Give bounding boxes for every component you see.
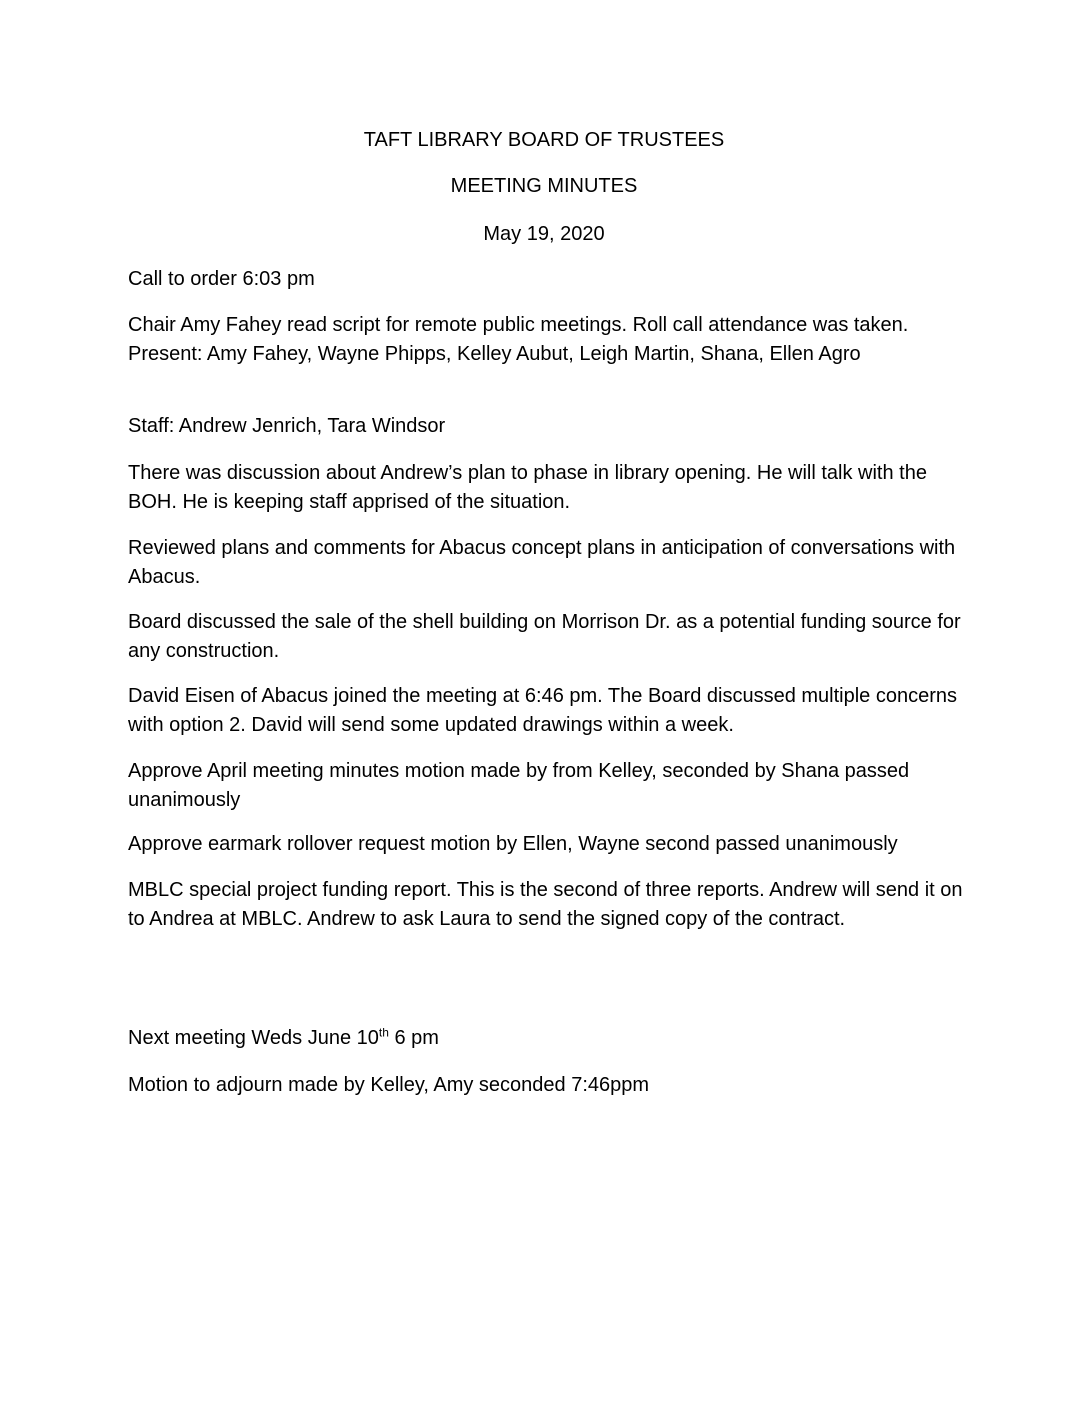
next-meeting-paragraph (128, 1024, 963, 1053)
call-to-order-paragraph: Call to order 6:03 pm (128, 268, 315, 290)
next-meeting-text: Next meeting Weds June 10 (128, 1027, 379, 1049)
shell-building-paragraph: Board discussed the sale of the shell building on Morrison Dr. as a potential funding source for any construction. (128, 611, 961, 662)
next-meeting-time: 6 pm (388, 1027, 439, 1049)
document-title: TAFT LIBRARY BOARD OF TRUSTEES (363, 129, 725, 151)
roll-call-paragraph: Chair Amy Fahey read script for remote public meetings. Roll call attendance was taken. Present: Amy Fahey, Wayne Phipps, Kelley Aubut, Leigh Martin, Shana, Ellen Agro (128, 314, 909, 365)
staff-paragraph: Staff: Andrew Jenrich, Tara Windsor (128, 415, 446, 437)
meeting-date: May 19, 2020 (483, 223, 605, 245)
document-subtitle: MEETING MINUTES (450, 175, 638, 197)
adjourn-paragraph: Motion to adjourn made by Kelley, Amy seconded 7:46ppm (128, 1074, 650, 1096)
april-minutes-paragraph: Approve April meeting minutes motion made by from Kelley, seconded by Shana passed unanimously (128, 760, 910, 811)
earmark-paragraph: Approve earmark rollover request motion by Ellen, Wayne second passed unanimously (128, 833, 898, 855)
david-eisen-paragraph: David Eisen of Abacus joined the meeting at 6:46 pm. The Board discussed multiple concerns with option 2. David will send some updated drawings within a week. (128, 685, 957, 736)
next-meeting-ordinal: th (378, 1025, 389, 1040)
reopening-paragraph: There was discussion about Andrew’s plan to phase in library opening. He will talk with the BOH. He is keeping staff apprised of the situation. (128, 462, 927, 513)
abacus-plans-paragraph: Reviewed plans and comments for Abacus concept plans in anticipation of conversations with Abacus. (128, 537, 956, 588)
mblc-paragraph: MBLC special project funding report. This is the second of three reports. Andrew will send it on to Andrea at MBLC. Andrew to ask Laura to send the signed copy of the contract. (128, 879, 963, 930)
